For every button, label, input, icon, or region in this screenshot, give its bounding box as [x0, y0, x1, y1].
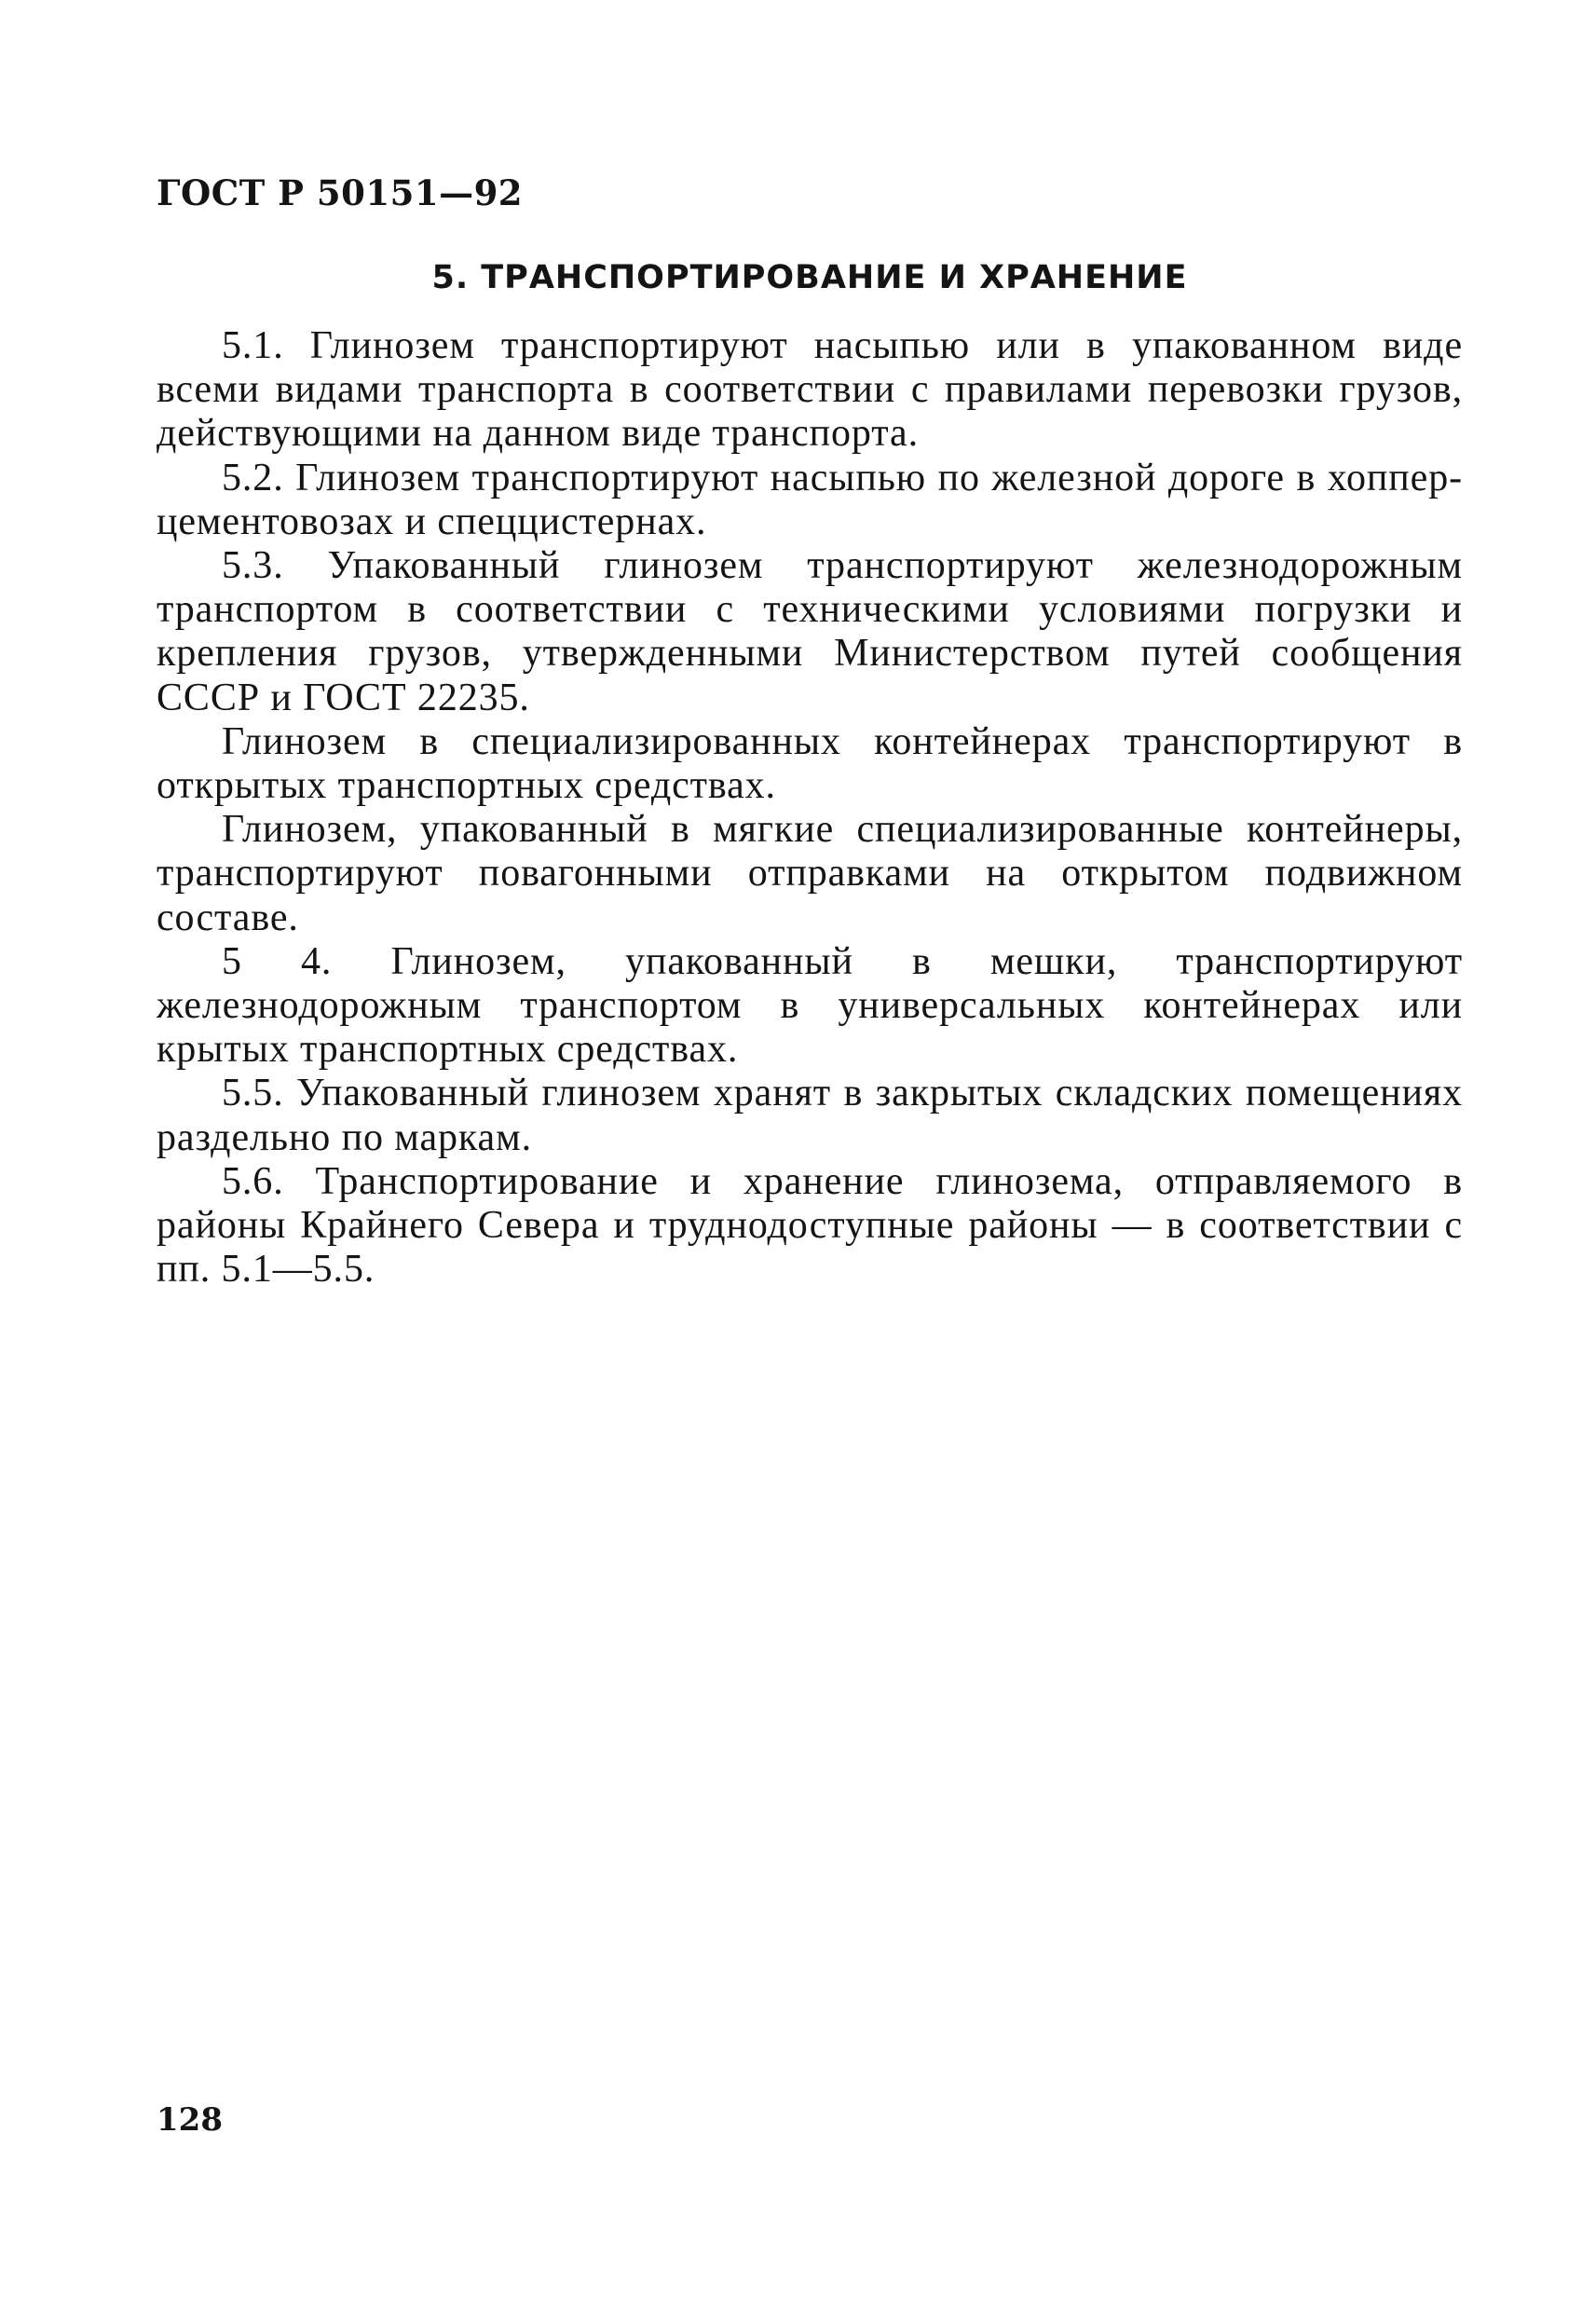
document-standard-number: ГОСТ Р 50151—92	[157, 172, 524, 213]
paragraph-5-3: 5.3. Упакованный глинозем транспортируют железнодорожным транспортом в соответствии с техническими условиями погрузки и крепления грузов, утвержденными Министерством путей сообщения СССР и ГОСТ 22235.	[157, 544, 1463, 719]
paragraph-5-6: 5.6. Транспортирование и хранение глинозема, отправляемого в районы Крайнего Севера и труднодоступные районы — в соответствии с пп. 5.1—5.5.	[157, 1159, 1463, 1292]
paragraph-5-5: 5.5. Упакованный глинозем хранят в закрытых складских помещениях раздельно по маркам.	[157, 1072, 1463, 1159]
section-body	[157, 324, 1463, 1292]
section-heading: 5. ТРАНСПОРТИРОВАНИЕ И ХРАНЕНИЕ	[431, 259, 1188, 296]
paragraph-soft-containers: Глинозем, упакованный в мягкие специализированные контейнеры, транспортируют повагонными отправками на открытом подвижном составе.	[157, 808, 1463, 939]
paragraph-5-2: 5.2. Глинозем транспортируют насыпью по железной дороге в хоппер-цементовозах и спеццистернах.	[157, 456, 1463, 543]
page-number: 128	[157, 2101, 223, 2139]
paragraph-containers: Глинозем в специализированных контейнерах транспортируют в открытых транспортных средствах.	[157, 719, 1463, 808]
paragraph-5-4: 5 4. Глинозем, упакованный в мешки, транспортируют железнодорожным транспортом в универсальных контейнерах или крытых транспортных средствах.	[157, 939, 1463, 1072]
paragraph-5-1: 5.1. Глинозем транспортируют насыпью или в упакованном виде всеми видами транспорта в соответствии с правилами перевозки грузов, действующими на данном виде транспорта.	[157, 324, 1463, 456]
